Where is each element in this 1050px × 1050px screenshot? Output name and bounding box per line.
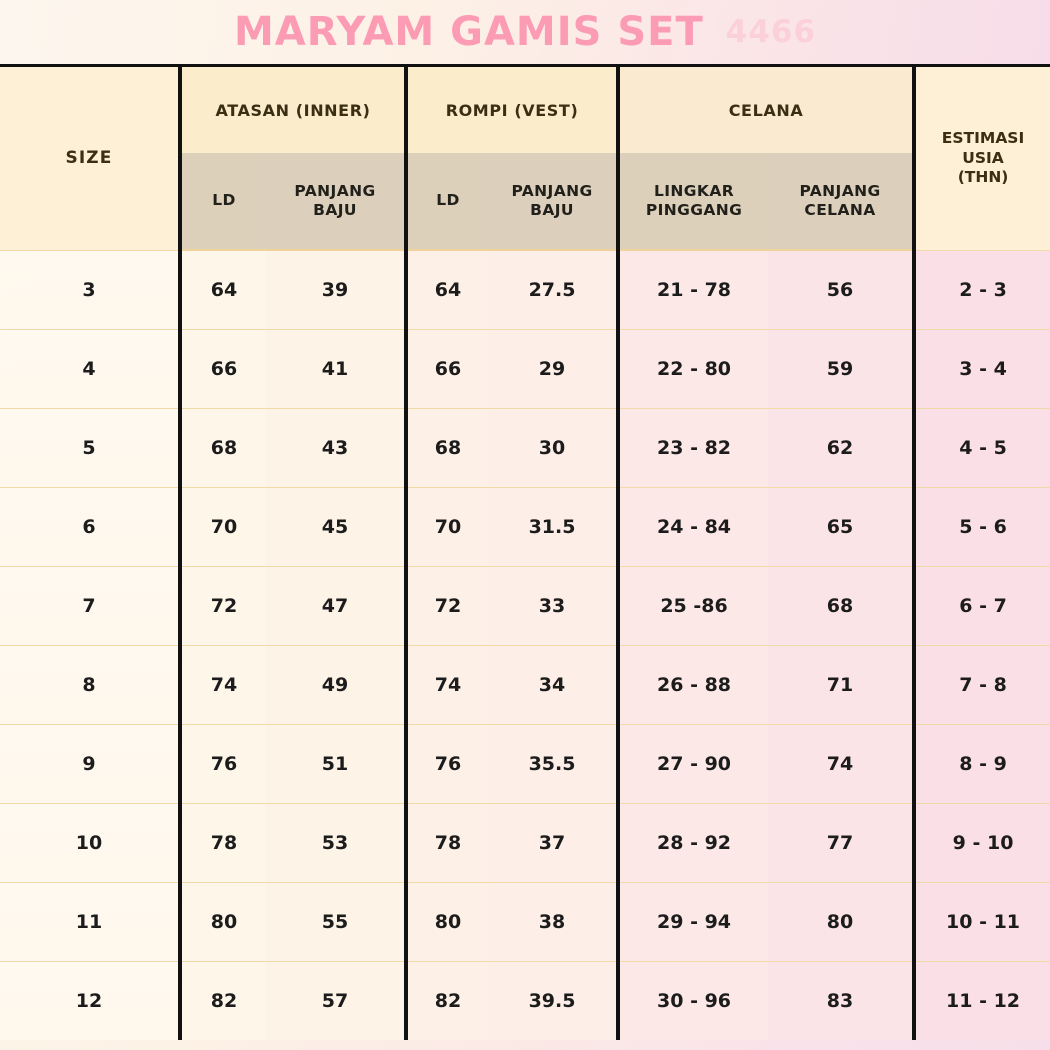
cell-rompi-ld: 82 <box>406 961 488 1040</box>
cell-rompi-ld: 74 <box>406 645 488 724</box>
title-bar <box>0 0 1050 64</box>
subheader-panjang-celana-line1: PANJANG <box>799 181 881 200</box>
cell-rompi-panjang-baju: 33 <box>488 566 618 645</box>
cell-rompi-ld: 70 <box>406 487 488 566</box>
header-size: SIZE <box>0 66 180 251</box>
cell-atasan-panjang-baju: 51 <box>266 724 406 803</box>
cell-rompi-ld: 76 <box>406 724 488 803</box>
cell-panjang-celana: 62 <box>768 408 914 487</box>
cell-panjang-celana: 77 <box>768 803 914 882</box>
table-row <box>0 645 1050 724</box>
table-row <box>0 408 1050 487</box>
subheader-atasan-ld: LD <box>180 153 266 250</box>
cell-panjang-celana: 71 <box>768 645 914 724</box>
table-body <box>0 250 1050 1040</box>
cell-lingkar-pinggang: 25 -86 <box>618 566 768 645</box>
cell-estimasi-usia: 4 - 5 <box>914 408 1050 487</box>
subheader-lingkar-line1: LINGKAR <box>653 181 735 200</box>
cell-rompi-panjang-baju: 38 <box>488 882 618 961</box>
subheader-rompi-ld: LD <box>406 153 488 250</box>
subheader-rompi-panjang-baju <box>488 153 618 250</box>
cell-lingkar-pinggang: 29 - 94 <box>618 882 768 961</box>
table-row <box>0 566 1050 645</box>
cell-rompi-panjang-baju: 37 <box>488 803 618 882</box>
table-group-header-row <box>0 66 1050 154</box>
cell-estimasi-usia: 11 - 12 <box>914 961 1050 1040</box>
cell-lingkar-pinggang: 22 - 80 <box>618 329 768 408</box>
cell-atasan-panjang-baju: 45 <box>266 487 406 566</box>
subheader-panjang-celana-line2: CELANA <box>804 201 876 219</box>
cell-rompi-ld: 80 <box>406 882 488 961</box>
table-row <box>0 724 1050 803</box>
cell-estimasi-usia: 3 - 4 <box>914 329 1050 408</box>
header-atasan: ATASAN (INNER) <box>180 66 406 154</box>
cell-atasan-panjang-baju: 55 <box>266 882 406 961</box>
cell-panjang-celana: 65 <box>768 487 914 566</box>
cell-atasan-ld: 78 <box>180 803 266 882</box>
table-row <box>0 487 1050 566</box>
cell-panjang-celana: 83 <box>768 961 914 1040</box>
cell-lingkar-pinggang: 27 - 90 <box>618 724 768 803</box>
cell-size: 6 <box>0 487 180 566</box>
cell-panjang-celana: 74 <box>768 724 914 803</box>
cell-size: 7 <box>0 566 180 645</box>
cell-estimasi-usia: 2 - 3 <box>914 250 1050 329</box>
table-row <box>0 329 1050 408</box>
cell-atasan-panjang-baju: 49 <box>266 645 406 724</box>
table-row <box>0 250 1050 329</box>
cell-rompi-panjang-baju: 31.5 <box>488 487 618 566</box>
cell-panjang-celana: 56 <box>768 250 914 329</box>
cell-atasan-panjang-baju: 53 <box>266 803 406 882</box>
cell-lingkar-pinggang: 28 - 92 <box>618 803 768 882</box>
cell-atasan-panjang-baju: 41 <box>266 329 406 408</box>
header-celana: CELANA <box>618 66 914 154</box>
cell-atasan-panjang-baju: 57 <box>266 961 406 1040</box>
cell-rompi-panjang-baju: 34 <box>488 645 618 724</box>
cell-lingkar-pinggang: 21 - 78 <box>618 250 768 329</box>
cell-estimasi-usia: 5 - 6 <box>914 487 1050 566</box>
cell-atasan-ld: 74 <box>180 645 266 724</box>
cell-lingkar-pinggang: 26 - 88 <box>618 645 768 724</box>
subheader-lingkar-pinggang <box>618 153 768 250</box>
subheader-rompi-panjang-line1: PANJANG <box>511 181 593 200</box>
cell-estimasi-usia: 9 - 10 <box>914 803 1050 882</box>
cell-size: 8 <box>0 645 180 724</box>
size-table <box>0 64 1050 1040</box>
cell-size: 9 <box>0 724 180 803</box>
cell-rompi-ld: 68 <box>406 408 488 487</box>
cell-estimasi-usia: 10 - 11 <box>914 882 1050 961</box>
subheader-atasan-panjang-line2: BAJU <box>313 201 357 219</box>
cell-lingkar-pinggang: 30 - 96 <box>618 961 768 1040</box>
subheader-rompi-panjang-line2: BAJU <box>530 201 574 219</box>
cell-panjang-celana: 68 <box>768 566 914 645</box>
cell-rompi-panjang-baju: 27.5 <box>488 250 618 329</box>
cell-atasan-panjang-baju: 43 <box>266 408 406 487</box>
subheader-lingkar-line2: PINGGANG <box>645 201 743 219</box>
cell-estimasi-usia: 8 - 9 <box>914 724 1050 803</box>
cell-estimasi-usia: 6 - 7 <box>914 566 1050 645</box>
cell-size: 11 <box>0 882 180 961</box>
cell-rompi-panjang-baju: 39.5 <box>488 961 618 1040</box>
cell-atasan-ld: 72 <box>180 566 266 645</box>
table-row <box>0 882 1050 961</box>
cell-lingkar-pinggang: 23 - 82 <box>618 408 768 487</box>
cell-size: 4 <box>0 329 180 408</box>
cell-atasan-ld: 64 <box>180 250 266 329</box>
cell-atasan-ld: 80 <box>180 882 266 961</box>
header-estimasi-usia-line2: USIA <box>962 148 1004 167</box>
cell-rompi-panjang-baju: 30 <box>488 408 618 487</box>
cell-size: 3 <box>0 250 180 329</box>
header-estimasi-usia-line3: (THN) <box>957 167 1009 186</box>
product-code: 4466 <box>725 14 817 50</box>
cell-atasan-ld: 76 <box>180 724 266 803</box>
cell-rompi-ld: 66 <box>406 329 488 408</box>
cell-atasan-ld: 68 <box>180 408 266 487</box>
table-row <box>0 961 1050 1040</box>
cell-rompi-ld: 64 <box>406 250 488 329</box>
cell-panjang-celana: 59 <box>768 329 914 408</box>
cell-atasan-panjang-baju: 39 <box>266 250 406 329</box>
header-rompi: ROMPI (VEST) <box>406 66 618 154</box>
header-estimasi-usia-line1: ESTIMASI <box>941 129 1025 148</box>
cell-size: 5 <box>0 408 180 487</box>
cell-rompi-panjang-baju: 29 <box>488 329 618 408</box>
cell-rompi-ld: 78 <box>406 803 488 882</box>
cell-estimasi-usia: 7 - 8 <box>914 645 1050 724</box>
cell-atasan-ld: 82 <box>180 961 266 1040</box>
cell-size: 12 <box>0 961 180 1040</box>
cell-size: 10 <box>0 803 180 882</box>
header-estimasi-usia <box>914 66 1050 251</box>
subheader-atasan-panjang-line1: PANJANG <box>294 181 376 200</box>
page-title: MARYAM GAMIS SET <box>233 9 704 55</box>
cell-rompi-panjang-baju: 35.5 <box>488 724 618 803</box>
cell-atasan-ld: 70 <box>180 487 266 566</box>
subheader-panjang-celana <box>768 153 914 250</box>
cell-panjang-celana: 80 <box>768 882 914 961</box>
subheader-atasan-panjang-baju <box>266 153 406 250</box>
cell-rompi-ld: 72 <box>406 566 488 645</box>
cell-atasan-panjang-baju: 47 <box>266 566 406 645</box>
cell-lingkar-pinggang: 24 - 84 <box>618 487 768 566</box>
table-row <box>0 803 1050 882</box>
cell-atasan-ld: 66 <box>180 329 266 408</box>
